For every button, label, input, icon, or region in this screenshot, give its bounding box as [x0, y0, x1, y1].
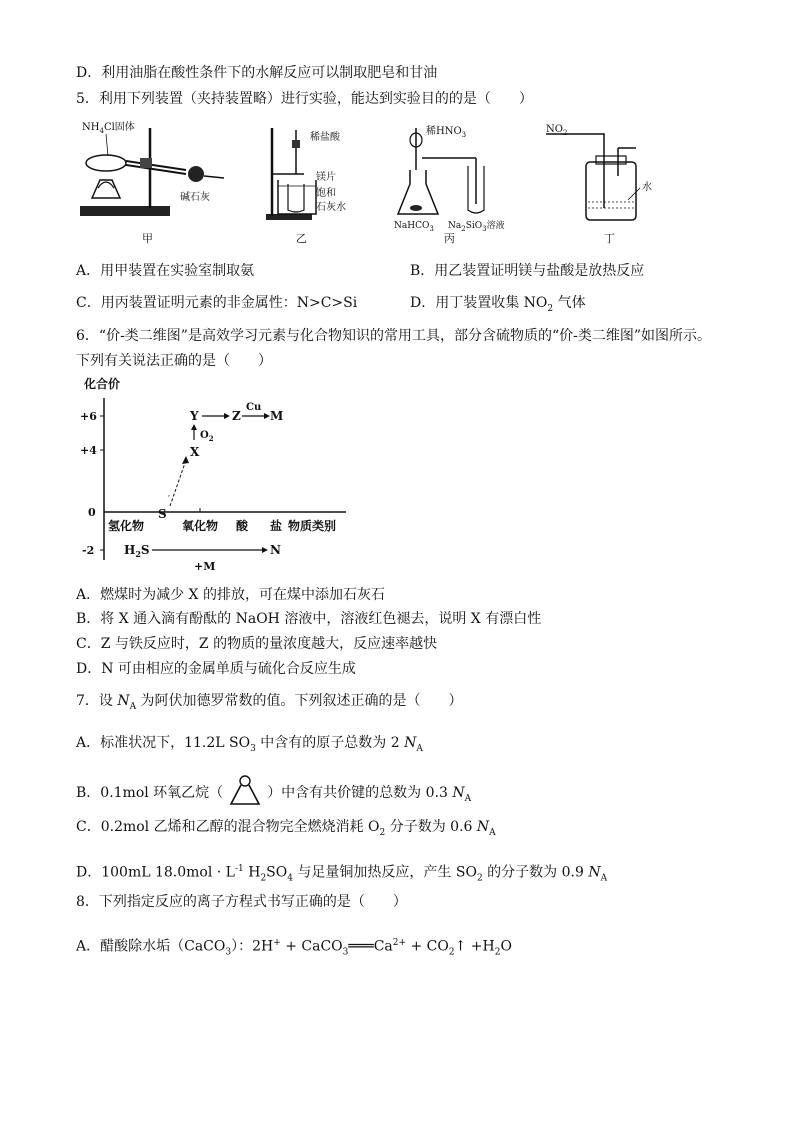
option-4d: D．利用油脂在酸性条件下的水解反应可以制取肥皂和甘油: [76, 65, 438, 81]
ding-caption: 丁: [604, 232, 615, 245]
arrow-s-to-x: [170, 460, 186, 506]
xcat-hydride: 氢化物: [108, 519, 145, 533]
xcat-salt: 盐: [270, 519, 283, 533]
q5-option-d: D．用丁装置收集 $NO_2$ 气体: [410, 295, 586, 314]
xcat-oxide: 氧化物: [182, 519, 219, 533]
point-s: S: [158, 507, 167, 521]
ding-label-water: 水: [642, 182, 652, 193]
q6-option-b: B．将 X 通入滴有酚酞的 NaOH 溶液中，溶液红色褪去，说明 X 有漂白性: [76, 611, 542, 627]
bing-label-hno3: 稀$HNO_3$: [426, 126, 467, 139]
apparatus-ding: [546, 124, 652, 245]
yi-label-limewater: 石灰水: [316, 202, 346, 213]
q7-option-c: C．0.2mol 乙烯和乙醇的混合物完全燃烧消耗 $O_2$ 分子数为 0.6 $N_A$: [76, 819, 496, 838]
q5-option-a: A．用甲装置在实验室制取氨: [76, 263, 255, 279]
valence-class-diagram: [76, 374, 356, 574]
apparatus-jia: [80, 120, 224, 245]
ytick-plus6: +6: [80, 410, 97, 423]
yi-label-dilute-hcl: 稀盐酸: [310, 132, 340, 143]
point-m: M: [270, 409, 284, 423]
label-o2: $O_2$: [200, 430, 214, 443]
point-x: X: [190, 445, 200, 459]
q5-option-c: C．用丙装置证明元素的非金属性：N>C>Si: [76, 295, 358, 311]
ytick-plus4: +4: [80, 444, 97, 457]
question-8-stem: 8．下列指定反应的离子方程式书写正确的是（ ）: [76, 894, 407, 910]
ytick-0: 0: [88, 506, 96, 519]
apparatus-figure: [76, 118, 676, 248]
point-s-prime: ′: [168, 495, 171, 505]
xcat-acid: 酸: [236, 519, 249, 533]
label-plus-m: +M: [194, 560, 216, 573]
jia-label-soda-lime: 碱石灰: [180, 192, 210, 203]
apparatus-bing: [394, 124, 505, 245]
q7-option-a: A．标准状况下，11.2L $SO_3$ 中含有的原子总数为 2 $N_A$: [76, 735, 423, 754]
q7-option-b: B．0.1mol 环氧乙烷（ ）中含有共价键的总数为 0.3 $N_A$: [76, 784, 471, 808]
bing-label-na2sio3: $Na_2SiO_3$溶液: [448, 221, 505, 233]
q7-option-d: D．100mL $18.0mol \cdot L^{-1}$ $H_2SO_4$ 与足量铜加热反应，产生 $SO_2$ 的分子数为 0.9 $N_A$: [76, 864, 608, 884]
question-7-stem: 7．设 $N_A$ 为阿伏加德罗常数的值。下列叙述正确的是（ ）: [76, 693, 463, 712]
ytick-minus2: -2: [82, 544, 95, 557]
q6-option-a: A．燃煤时为减少 X 的排放，可在煤中添加石灰石: [76, 587, 385, 603]
apparatus-yi: [266, 128, 346, 245]
jia-caption: 甲: [142, 232, 153, 245]
jia-label-nh4cl: $NH_4Cl$固体: [82, 122, 135, 135]
q8-option-a: A．醋酸除水垢（CaCO$_3$）：$2H^+ + CaCO_3═══Ca^{2+}$ + $CO_2↑ +H_2O$: [76, 938, 512, 958]
bing-label-nahco3: NaHCO$_3$: [394, 221, 434, 233]
ding-label-no2: $NO_2$: [546, 124, 568, 137]
q6-option-c: C．Z 与铁反应时，Z 的物质的量浓度越大，反应速率越快: [76, 636, 438, 652]
q6-option-d: D．N 可由相应的金属单质与硫化合反应生成: [76, 661, 356, 677]
yi-label-saturated: 饱和: [316, 188, 336, 199]
point-n: N: [270, 543, 281, 557]
chart-ylabel: 化合价: [84, 377, 121, 391]
yi-label-mg: 镁片: [316, 172, 336, 183]
yi-caption: 乙: [296, 232, 307, 245]
point-y: Y: [190, 409, 199, 423]
point-h2s: $H_2S$: [124, 543, 150, 559]
question-6-stem-1: 6．“价-类二维图”是高效学习元素与化合物知识的常用工具，部分含硫物质的“价-类二维图”如图所示。: [76, 328, 711, 344]
ethylene-oxide-structure: [223, 790, 267, 808]
bing-caption: 丙: [444, 232, 455, 245]
q5-option-b: B．用乙装置证明镁与盐酸是放热反应: [410, 263, 645, 279]
xcat-substance-class: 物质类别: [288, 519, 337, 533]
label-cu: Cu: [246, 402, 262, 413]
question-6-stem-2: 下列有关说法正确的是（ ）: [76, 353, 272, 369]
point-z: Z: [232, 409, 241, 423]
question-5-stem: 5．利用下列装置（夹持装置略）进行实验，能达到实验目的的是（ ）: [76, 91, 533, 107]
